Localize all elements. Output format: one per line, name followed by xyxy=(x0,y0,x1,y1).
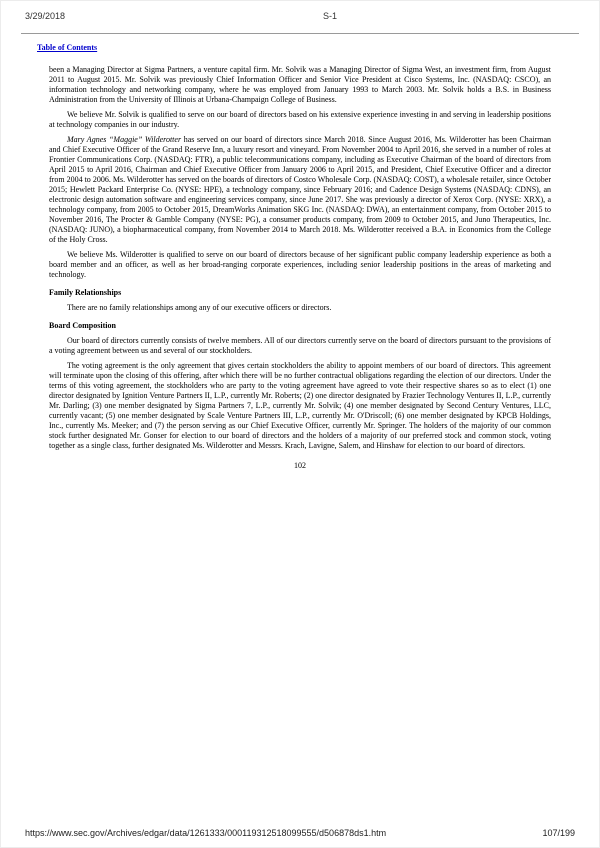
section-heading-board-composition: Board Composition xyxy=(49,321,116,330)
print-date: 3/29/2018 xyxy=(25,11,66,21)
paragraph-solvik-qualification: We believe Mr. Solvik is qualified to serve on our board of directors based on his extensive experience investing in and serving in leadership positions at technology companies in our industry. xyxy=(49,110,551,129)
document-type-label: S-1 xyxy=(322,11,337,21)
section-heading-family-relationships: Family Relationships xyxy=(49,288,122,297)
paragraph-voting-agreement: The voting agreement is the only agreement that gives certain stockholders the ability to appoint members of our board of directors. This agreement will terminate upon the closing of this offering, after which there will be no further contractual obligations regarding the election of our directors. Under the terms of this voting agreement, the stockholders who are party to the voting agreement have agreed to vote their respective shares so as to elect (1) one director designated by Ignition Venture Partners II, L.P., currently Mr. Roberts; (2) one director designated by Frazier Technology Ventures II, L.P., currently Mr. Darling; (3) one member designated by Sigma Partners 7, L.P., currently Mr. Solvik; (4) one member designated by Second Century Ventures, LLC, currently vacant; (5) one member designated by Scale Venture Partners III, L.P., currently Mr. O'Driscoll; (6) one member designated by KPCB Holdings, Inc., currently Ms. Meeker; and (7) the person serving as our Chief Executive Officer, currently Mr. Springer. The holders of the majority of our common stock further designated Mr. Gonser for election to our board of directors and the holders of a majority of our preferred stock and common stock, voting together as a single class, further designated Ms. Wilderotter and Messrs. Krach, Lavigne, Salem, and Hinshaw for election to our board of directors. xyxy=(49,361,551,450)
paragraph-board-composition: Our board of directors currently consists of twelve members. All of our directors currently serve on the board of directors pursuant to the provisions of a voting agreement between us and several of our stockholders. xyxy=(49,336,551,355)
paragraph-wilderotter-qualification: We believe Ms. Wilderotter is qualified to serve on our board of directors because of her significant public company leadership experience as both a board member and an officer, as well as her broad-ranging corporate experiences, including senior leadership positions in the areas of marketing and technology. xyxy=(49,250,551,279)
director-name-italic: Mary Agnes “Maggie” Wilderotter xyxy=(67,135,182,144)
print-footer xyxy=(25,828,575,838)
document-url: https://www.sec.gov/Archives/edgar/data/1261333/000119312518099555/d506878ds1.htm xyxy=(25,828,387,838)
paragraph-solvik-bio: been a Managing Director at Sigma Partners, a venture capital firm. Mr. Solvik was a Managing Director of Sigma West, an investment firm, from August 2011 to August 2015. Mr. Solvik was previously Chief Information Officer and Senior Vice President at Cisco Systems, Inc. (NASDAQ: CSCO), an information technology and networking company, where he was employed from January 1993 to March 2003. Mr. Solvik holds a B.S. in Business Administration from the University of Illinois at Urbana-Champaign College of Business. xyxy=(49,65,551,104)
table-of-contents-link[interactable]: Table of Contents xyxy=(37,43,98,52)
paragraph-wilderotter-bio xyxy=(49,135,551,245)
header-divider xyxy=(21,33,579,34)
document-body xyxy=(49,65,551,471)
print-header xyxy=(25,11,575,23)
paragraph-text: has served on our board of directors since March 2018. Since August 2016, Ms. Wilderotter has been Chairman and Chief Executive Officer of the Grand Reserve Inn, a luxury resort and vineyard. From November 2004 to April 2016, she served in a number of roles at Frontier Communications Corp. (NASDAQ: FTR), a public telecommunications company, including as Executive Chairman of the board of directors from April 2015 to April 2016, Chairman and Chief Executive Officer from January 2006 to April 2015, and President, Chief Executive Officer and a director from 2004 to 2006. Ms. Wilderotter has served on the boards of directors of Costco Wholesale Corp. (NASDAQ: COST), a wholesale retailer, since October 2015; Hewlett Packard Enterprise Co. (NYSE: HPE), a technology company, since February 2016; and Cadence Design Systems (NASDAQ: CDNS), an electronic design automation software and engineering services company, since June 2017. She was previously a director of Xerox Corp. (NYSE: XRX), a technology company, from 2005 to October 2015, DreamWorks Animation SKG Inc. (NASDAQ: DWA), an entertainment company, from October 2015 to November 2016, The Procter & Gamble Company (NYSE: PG), a consumer products company, from 2009 to October 2015, and Juno Therapeutics, Inc. (NASDAQ: JUNO), a biopharmaceutical company, from November 2014 to March 2018. Ms. Wilderotter received a B.A. in Economics from the College of the Holy Cross. xyxy=(49,135,552,244)
paragraph-family-relationships: There are no family relationships among any of our executive officers or directors. xyxy=(67,303,332,312)
page-indicator: 107/199 xyxy=(542,828,575,838)
page-number: 102 xyxy=(294,461,306,470)
